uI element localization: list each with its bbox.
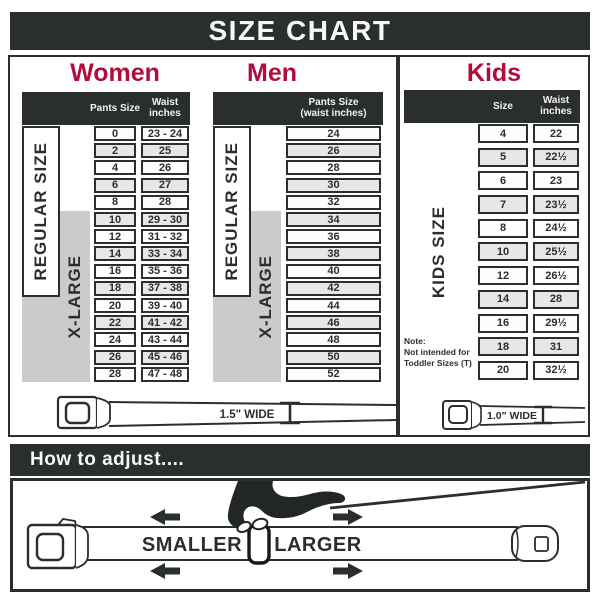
kids-col2-header: Waist inches [540, 95, 572, 117]
table-cell: 23 - 24 [141, 126, 189, 141]
women-size-type-labels [22, 126, 90, 382]
table-cell: 10 [94, 212, 136, 227]
women-waist-column [141, 126, 189, 382]
men-col-header-line2: (waist inches) [300, 108, 367, 119]
table-cell: 52 [286, 367, 381, 382]
table-cell: 7 [478, 195, 528, 214]
table-cell: 29 - 30 [141, 212, 189, 227]
table-cell: 38 [286, 246, 381, 261]
table-cell: 8 [94, 195, 136, 210]
kids-panel [398, 55, 590, 437]
table-cell: 32 [286, 195, 381, 210]
adult-belt-graphic [10, 393, 396, 437]
table-cell: 22 [533, 124, 579, 143]
table-cell: 22 [94, 315, 136, 330]
table-cell: 20 [478, 361, 528, 380]
table-cell: 26 [94, 350, 136, 365]
table-cell: 26½ [533, 266, 579, 285]
table-cell: 42 [286, 281, 381, 296]
table-cell: 10 [478, 242, 528, 261]
larger-label: LARGER [274, 534, 362, 556]
table-cell: 6 [478, 171, 528, 190]
page-title: SIZE CHART [10, 12, 590, 50]
table-cell: 31 - 32 [141, 229, 189, 244]
kids-size-label: KIDS SIZE [429, 205, 448, 299]
table-cell: 14 [94, 246, 136, 261]
table-cell: 26 [141, 160, 189, 175]
table-cell: 5 [478, 148, 528, 167]
table-cell: 44 [286, 298, 381, 313]
men-heading: Men [247, 59, 297, 87]
table-cell: 14 [478, 290, 528, 309]
table-cell: 28 [286, 160, 381, 175]
table-cell: 45 - 46 [141, 350, 189, 365]
women-table-header [22, 92, 190, 125]
women-pants-column [94, 126, 136, 382]
kids-heading: Kids [466, 59, 522, 87]
women-men-panel [8, 55, 398, 437]
women-heading: Women [70, 59, 160, 87]
table-cell: 40 [286, 264, 381, 279]
note-line: Not intended for [404, 347, 470, 358]
xlarge-label: X-LARGE [256, 254, 275, 339]
kids-belt-width-label: 1.0" WIDE [487, 410, 537, 422]
regular-size-region [213, 126, 251, 297]
men-col-header [286, 97, 381, 119]
regular-size-label: REGULAR SIZE [31, 142, 50, 281]
table-cell: 27 [141, 178, 189, 193]
women-size-table [22, 92, 190, 382]
kids-table-header [404, 90, 580, 123]
table-cell: 16 [478, 314, 528, 333]
belt-tip-icon [512, 526, 558, 561]
kids-waist-column [533, 124, 579, 380]
table-cell: 50 [286, 350, 381, 365]
regular-size-region [22, 126, 60, 297]
xlarge-label-wrap [251, 211, 281, 382]
table-cell: 46 [286, 315, 381, 330]
table-cell: 2 [94, 143, 136, 158]
men-table-header [213, 92, 383, 125]
table-cell: 34 [286, 212, 381, 227]
table-cell: 23 [533, 171, 579, 190]
belt-buckle-icon [28, 519, 88, 568]
table-cell: 47 - 48 [141, 367, 189, 382]
table-cell: 37 - 38 [141, 281, 189, 296]
table-cell: 29½ [533, 314, 579, 333]
table-cell: 33 - 34 [141, 246, 189, 261]
table-cell: 25½ [533, 242, 579, 261]
adult-belt-width-label: 1.5" WIDE [219, 409, 275, 421]
regular-size-label: REGULAR SIZE [222, 142, 241, 281]
table-cell: 8 [478, 219, 528, 238]
smaller-label: SMALLER [141, 534, 243, 556]
table-cell: 20 [94, 298, 136, 313]
how-to-adjust-title: How to adjust.... [10, 444, 590, 476]
table-cell: 4 [94, 160, 136, 175]
table-cell: 30 [286, 178, 381, 193]
men-size-type-labels [213, 126, 281, 382]
adjust-illustration [13, 481, 587, 589]
table-cell: 25 [141, 143, 189, 158]
women-col2-header: Waist inches [149, 97, 181, 119]
table-cell: 48 [286, 332, 381, 347]
table-cell: 24 [94, 332, 136, 347]
table-cell: 12 [94, 229, 136, 244]
table-cell: 22½ [533, 148, 579, 167]
note-line: Note: [404, 336, 426, 346]
table-cell: 28 [94, 367, 136, 382]
table-cell: 28 [533, 290, 579, 309]
width-measure-icon [280, 403, 300, 423]
table-cell: 18 [478, 337, 528, 356]
table-cell: 32½ [533, 361, 579, 380]
women-col1-header: Pants Size [89, 103, 141, 114]
table-cell: 28 [141, 195, 189, 210]
xlarge-label: X-LARGE [65, 254, 84, 339]
note-line: Toddler Sizes (T) [404, 358, 472, 369]
table-cell: 4 [478, 124, 528, 143]
men-sizes-column [286, 126, 381, 382]
table-cell: 24½ [533, 219, 579, 238]
kids-size-column [478, 124, 528, 380]
table-cell: 26 [286, 143, 381, 158]
table-cell: 36 [286, 229, 381, 244]
adjust-illustration-panel [10, 478, 590, 592]
table-cell: 35 - 36 [141, 264, 189, 279]
belt-adjuster-clip [249, 525, 269, 563]
table-cell: 12 [478, 266, 528, 285]
xlarge-label-wrap [60, 211, 90, 382]
kids-col1-header: Size [492, 101, 513, 112]
table-cell: 23½ [533, 195, 579, 214]
toddler-note [404, 336, 480, 369]
table-cell: 16 [94, 264, 136, 279]
table-cell: 39 - 40 [141, 298, 189, 313]
kids-belt-graphic [400, 393, 586, 435]
table-cell: 24 [286, 126, 381, 141]
table-cell: 18 [94, 281, 136, 296]
kids-size-table [404, 90, 582, 380]
table-cell: 6 [94, 178, 136, 193]
table-cell: 31 [533, 337, 579, 356]
men-size-table [213, 92, 383, 382]
men-col-header-line1: Pants Size [308, 97, 359, 108]
table-cell: 0 [94, 126, 136, 141]
table-cell: 43 - 44 [141, 332, 189, 347]
table-cell: 41 - 42 [141, 315, 189, 330]
